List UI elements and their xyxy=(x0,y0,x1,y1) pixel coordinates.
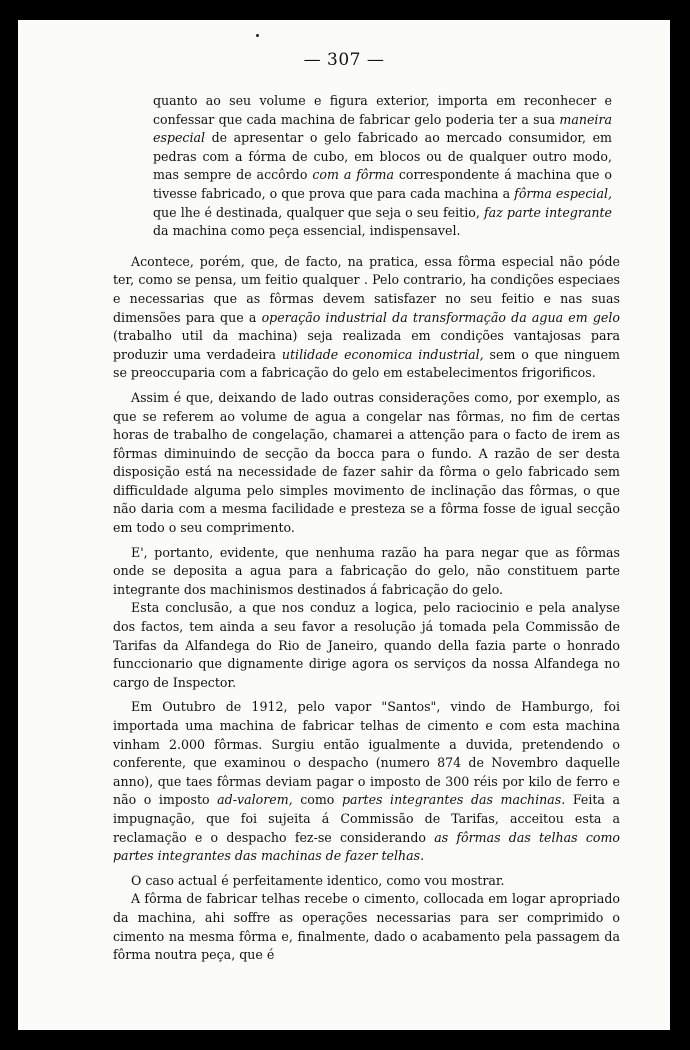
paragraph xyxy=(113,890,620,964)
text-run-italic: as fôrmas das telhas como partes integrantes das machinas de fazer telhas. xyxy=(113,829,620,864)
ink-speck xyxy=(256,34,259,37)
text-run-italic: maneira especial xyxy=(153,111,612,146)
text-run: E', portanto, evidente, que nenhuma razão ha para negar que as fôrmas onde se deposita a agua para a fabricação do gelo, não constituem parte integrante dos machinismos destinados á fabricação do gelo. xyxy=(113,544,620,597)
text-run-italic: com a fôrma xyxy=(312,167,394,183)
paragraph xyxy=(113,599,620,692)
paragraph xyxy=(113,389,620,538)
page-number: — 307 — xyxy=(303,50,385,70)
text-run-italic: utilidade economica industrial, xyxy=(281,346,484,362)
text-run: O caso actual é perfeitamente identico, como vou mostrar. xyxy=(131,872,505,888)
text-run: Assim é que, deixando de lado outras considerações como, por exemplo, as que se referem ao volume de agua a congelar nas fôrmas, no fim de certas horas de trabalho de congelação, chamarei a attenção para o facto de irem as fôrmas diminuindo de secção da bocca para o fundo. A razão de ser desta disposição está na necessidade de fazer sahir da fôrma o gelo fabricado sem difficuldade alguma pelo simples movimento de inclinação das fôrmas, o que não daria com a mesma facilidade e presteza se a fôrma fosse de igual secção em todo o seu comprimento. xyxy=(113,389,620,536)
text-run: A fôrma de fabricar telhas recebe o cimento, collocada em logar apropriado da machina, ahi soffre as operações necessarias para ser comprimido o cimento na mesma fôrma e, finalmente, dado o acabamento pela passagem da fôrma noutra peça, que é xyxy=(113,891,620,963)
quoted-passage xyxy=(153,92,612,241)
text-run-italic: operação industrial da transformação da agua em gelo xyxy=(261,309,620,325)
text-run-italic: ad-valorem, xyxy=(217,792,293,808)
text-run: da machina como peça essencial, indispensavel. xyxy=(153,223,461,239)
text-run: de apresentar o gelo fabricado ao mercado consumidor, em pedras com a fórma de cubo, em blocos ou de qualquer outro modo, mas sempre de accôrdo xyxy=(153,130,612,183)
text-run: sem o que ninguem se preoccuparia com a fabricação do gelo em estabelecimentos frigorificos. xyxy=(113,346,620,381)
text-run: que lhe é destinada, qualquer que seja o seu feitio, xyxy=(153,204,484,220)
text-run-italic: fôrma especial, xyxy=(514,185,612,201)
body-text xyxy=(113,92,620,965)
text-run: Acontece, porém, que, de facto, na pratica, essa fôrma especial não póde ter, como se pensa, um feitio qualquer . Pelo contrario, ha condições especiaes e necessarias que as fôrmas devem satisfazer no seu feitio e nas suas dimensões para que a xyxy=(113,253,620,325)
text-run: quanto ao seu volume e figura exterior, importa em reconhecer e confessar que cada machina de fabricar gelo poderia ter a sua xyxy=(153,93,612,127)
quote-paragraph xyxy=(153,92,612,241)
text-run: Feita a impugnação, que foi sujeita á Commissão de Tarifas, acceitou esta a reclamação e o despacho fez-se considerando xyxy=(113,792,620,845)
paragraph xyxy=(113,544,620,600)
text-run: correspondente á machina que o tivesse fabricado, o que prova que para cada machina a xyxy=(153,167,612,201)
text-run-italic: partes integrantes das machinas. xyxy=(341,792,566,808)
paragraph xyxy=(113,872,620,891)
paragraph xyxy=(113,253,620,383)
text-run: Em Outubro de 1912, pelo vapor "Santos", vindo de Hamburgo, foi importada uma machina de fabricar telhas de cimento e com esta machina vinham 2.000 fôrmas. Surgiu então igualmente a duvida, pretendendo o conferente, que examinou o despacho (numero 874 de Novembro daquelle anno), que taes fôrmas deviam pagar o imposto de 300 réis por kilo de ferro e não o imposto xyxy=(113,699,620,808)
text-run: (trabalho util da machina) seja realizada em condições vantajosas para produzir uma verdadeira xyxy=(113,328,620,362)
paragraph xyxy=(113,698,620,865)
text-run: como xyxy=(292,792,342,808)
text-run-italic: faz parte integrante xyxy=(483,204,612,220)
scanned-page xyxy=(18,20,670,1030)
text-run: Esta conclusão, a que nos conduz a logica, pelo raciocinio e pela analyse dos factos, tem ainda a seu favor a resolução já tomada pela Commissão de Tarifas da Alfandega do Rio de Janeiro, quando della fazia parte o honrado funccionario que dignamente dirige agora os serviços da nossa Alfandega no cargo de Inspector. xyxy=(113,600,620,690)
